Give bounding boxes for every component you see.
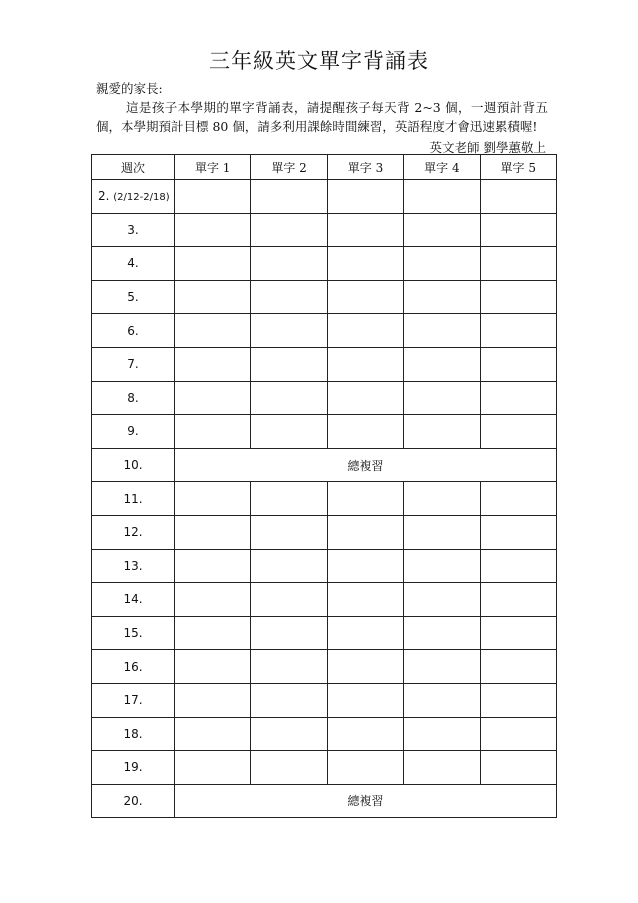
week-number: 18. bbox=[123, 726, 143, 741]
week-cell bbox=[92, 650, 175, 684]
word-cell-5[interactable] bbox=[480, 515, 556, 549]
vocab-table bbox=[91, 154, 557, 818]
word-cell-3[interactable] bbox=[327, 616, 403, 650]
week-number: 12. bbox=[123, 525, 143, 540]
week-cell bbox=[92, 247, 175, 281]
word-cell-1[interactable] bbox=[175, 314, 251, 348]
word-cell-3[interactable] bbox=[327, 180, 403, 214]
word-cell-5[interactable] bbox=[480, 280, 556, 314]
word-cell-5[interactable] bbox=[480, 314, 556, 348]
word-cell-3[interactable] bbox=[327, 482, 403, 516]
week-date-range: (2/12-2/18) bbox=[113, 192, 170, 204]
word-cell-2[interactable] bbox=[251, 314, 327, 348]
word-cell-1[interactable] bbox=[175, 381, 251, 415]
week-cell bbox=[92, 717, 175, 751]
word-cell-3[interactable] bbox=[327, 515, 403, 549]
word-cell-3[interactable] bbox=[327, 280, 403, 314]
week-number: 2. bbox=[98, 189, 110, 204]
table-row bbox=[92, 448, 557, 482]
table-row bbox=[92, 515, 557, 549]
week-number: 7. bbox=[127, 357, 139, 372]
word-cell-4[interactable] bbox=[404, 280, 480, 314]
word-cell-1[interactable] bbox=[175, 583, 251, 617]
word-cell-2[interactable] bbox=[251, 751, 327, 785]
word-cell-3[interactable] bbox=[327, 347, 403, 381]
word-cell-3[interactable] bbox=[327, 213, 403, 247]
word-cell-2[interactable] bbox=[251, 247, 327, 281]
table-row bbox=[92, 415, 557, 449]
header-word-1: 單字 1 bbox=[175, 155, 251, 180]
week-cell bbox=[92, 784, 175, 818]
word-cell-4[interactable] bbox=[404, 650, 480, 684]
word-cell-5[interactable] bbox=[480, 381, 556, 415]
week-cell bbox=[92, 347, 175, 381]
word-cell-2[interactable] bbox=[251, 180, 327, 214]
week-number: 20. bbox=[123, 793, 143, 808]
week-number: 10. bbox=[123, 458, 143, 473]
word-cell-3[interactable] bbox=[327, 650, 403, 684]
word-cell-1[interactable] bbox=[175, 549, 251, 583]
word-cell-2[interactable] bbox=[251, 616, 327, 650]
header-word-4: 單字 4 bbox=[404, 155, 480, 180]
table-row bbox=[92, 381, 557, 415]
word-cell-1[interactable] bbox=[175, 482, 251, 516]
week-cell bbox=[92, 180, 175, 214]
word-cell-2[interactable] bbox=[251, 381, 327, 415]
word-cell-5[interactable] bbox=[480, 180, 556, 214]
word-cell-3[interactable] bbox=[327, 247, 403, 281]
word-cell-2[interactable] bbox=[251, 280, 327, 314]
word-cell-4[interactable] bbox=[404, 415, 480, 449]
word-cell-1[interactable] bbox=[175, 650, 251, 684]
table-row bbox=[92, 180, 557, 214]
word-cell-4[interactable] bbox=[404, 314, 480, 348]
word-cell-4[interactable] bbox=[404, 247, 480, 281]
week-cell bbox=[92, 583, 175, 617]
word-cell-4[interactable] bbox=[404, 213, 480, 247]
word-cell-5[interactable] bbox=[480, 683, 556, 717]
word-cell-3[interactable] bbox=[327, 683, 403, 717]
word-cell-4[interactable] bbox=[404, 549, 480, 583]
word-cell-1[interactable] bbox=[175, 717, 251, 751]
signature: 英文老師 劉學蕙敬上 bbox=[429, 140, 546, 155]
word-cell-2[interactable] bbox=[251, 717, 327, 751]
week-number: 3. bbox=[127, 222, 139, 237]
header-word-2: 單字 2 bbox=[251, 155, 327, 180]
word-cell-2[interactable] bbox=[251, 583, 327, 617]
word-cell-1[interactable] bbox=[175, 415, 251, 449]
table-row bbox=[92, 650, 557, 684]
table-row bbox=[92, 247, 557, 281]
word-cell-4[interactable] bbox=[404, 180, 480, 214]
word-cell-4[interactable] bbox=[404, 583, 480, 617]
word-cell-1[interactable] bbox=[175, 515, 251, 549]
word-cell-2[interactable] bbox=[251, 482, 327, 516]
table-row bbox=[92, 583, 557, 617]
word-cell-3[interactable] bbox=[327, 583, 403, 617]
week-number: 5. bbox=[127, 290, 139, 305]
word-cell-4[interactable] bbox=[404, 381, 480, 415]
week-cell bbox=[92, 280, 175, 314]
word-cell-2[interactable] bbox=[251, 549, 327, 583]
header-word-5: 單字 5 bbox=[480, 155, 556, 180]
word-cell-3[interactable] bbox=[327, 717, 403, 751]
table-row bbox=[92, 280, 557, 314]
word-cell-1[interactable] bbox=[175, 347, 251, 381]
word-cell-5[interactable] bbox=[480, 549, 556, 583]
letter-body: 這是孩子本學期的單字背誦表，請提醒孩子每天背 2~3 個，一週預計背五個，本學期預計目標 80 個，請多利用課餘時間練習，英語程度才會迅速累積喔! bbox=[96, 100, 548, 134]
word-cell-4[interactable] bbox=[404, 482, 480, 516]
word-cell-1[interactable] bbox=[175, 247, 251, 281]
review-cell: 總複習 bbox=[175, 784, 557, 818]
word-cell-5[interactable] bbox=[480, 616, 556, 650]
table-row bbox=[92, 683, 557, 717]
word-cell-4[interactable] bbox=[404, 751, 480, 785]
word-cell-4[interactable] bbox=[404, 717, 480, 751]
week-number: 11. bbox=[123, 491, 143, 506]
week-cell bbox=[92, 616, 175, 650]
word-cell-5[interactable] bbox=[480, 650, 556, 684]
word-cell-1[interactable] bbox=[175, 280, 251, 314]
header-row bbox=[92, 155, 557, 180]
week-cell bbox=[92, 751, 175, 785]
week-cell bbox=[92, 515, 175, 549]
week-number: 9. bbox=[127, 424, 139, 439]
word-cell-1[interactable] bbox=[175, 213, 251, 247]
word-cell-5[interactable] bbox=[480, 583, 556, 617]
week-number: 6. bbox=[127, 323, 139, 338]
table-body bbox=[92, 180, 557, 818]
week-number: 15. bbox=[123, 626, 143, 641]
word-cell-3[interactable] bbox=[327, 415, 403, 449]
word-cell-4[interactable] bbox=[404, 683, 480, 717]
table-row bbox=[92, 717, 557, 751]
word-cell-5[interactable] bbox=[480, 415, 556, 449]
table-row bbox=[92, 213, 557, 247]
word-cell-3[interactable] bbox=[327, 549, 403, 583]
word-cell-3[interactable] bbox=[327, 381, 403, 415]
table-row bbox=[92, 314, 557, 348]
word-cell-2[interactable] bbox=[251, 347, 327, 381]
word-cell-2[interactable] bbox=[251, 515, 327, 549]
week-number: 8. bbox=[127, 390, 139, 405]
word-cell-5[interactable] bbox=[480, 717, 556, 751]
word-cell-2[interactable] bbox=[251, 650, 327, 684]
word-cell-2[interactable] bbox=[251, 415, 327, 449]
week-cell bbox=[92, 683, 175, 717]
table-row bbox=[92, 616, 557, 650]
week-number: 17. bbox=[123, 693, 143, 708]
header-word-3: 單字 3 bbox=[327, 155, 403, 180]
week-number: 14. bbox=[123, 592, 143, 607]
week-number: 4. bbox=[127, 256, 139, 271]
table-row bbox=[92, 347, 557, 381]
week-cell bbox=[92, 448, 175, 482]
word-cell-3[interactable] bbox=[327, 751, 403, 785]
word-cell-5[interactable] bbox=[480, 213, 556, 247]
word-cell-5[interactable] bbox=[480, 247, 556, 281]
week-cell bbox=[92, 213, 175, 247]
word-cell-4[interactable] bbox=[404, 515, 480, 549]
word-cell-5[interactable] bbox=[480, 347, 556, 381]
word-cell-2[interactable] bbox=[251, 213, 327, 247]
week-cell bbox=[92, 549, 175, 583]
word-cell-5[interactable] bbox=[480, 482, 556, 516]
table-row bbox=[92, 751, 557, 785]
page-title: 三年級英文單字背誦表 bbox=[209, 49, 429, 73]
word-cell-1[interactable] bbox=[175, 180, 251, 214]
review-cell: 總複習 bbox=[175, 448, 557, 482]
word-cell-4[interactable] bbox=[404, 616, 480, 650]
word-cell-4[interactable] bbox=[404, 347, 480, 381]
greeting: 親愛的家長: bbox=[96, 81, 163, 96]
week-cell bbox=[92, 381, 175, 415]
week-number: 19. bbox=[123, 760, 143, 775]
word-cell-1[interactable] bbox=[175, 616, 251, 650]
week-cell bbox=[92, 415, 175, 449]
word-cell-3[interactable] bbox=[327, 314, 403, 348]
header-week: 週次 bbox=[92, 155, 175, 180]
week-cell bbox=[92, 314, 175, 348]
table-row bbox=[92, 482, 557, 516]
word-cell-2[interactable] bbox=[251, 683, 327, 717]
word-cell-1[interactable] bbox=[175, 683, 251, 717]
week-number: 16. bbox=[123, 659, 143, 674]
word-cell-5[interactable] bbox=[480, 751, 556, 785]
week-cell bbox=[92, 482, 175, 516]
week-number: 13. bbox=[123, 558, 143, 573]
word-cell-1[interactable] bbox=[175, 751, 251, 785]
table-row bbox=[92, 549, 557, 583]
table-row bbox=[92, 784, 557, 818]
